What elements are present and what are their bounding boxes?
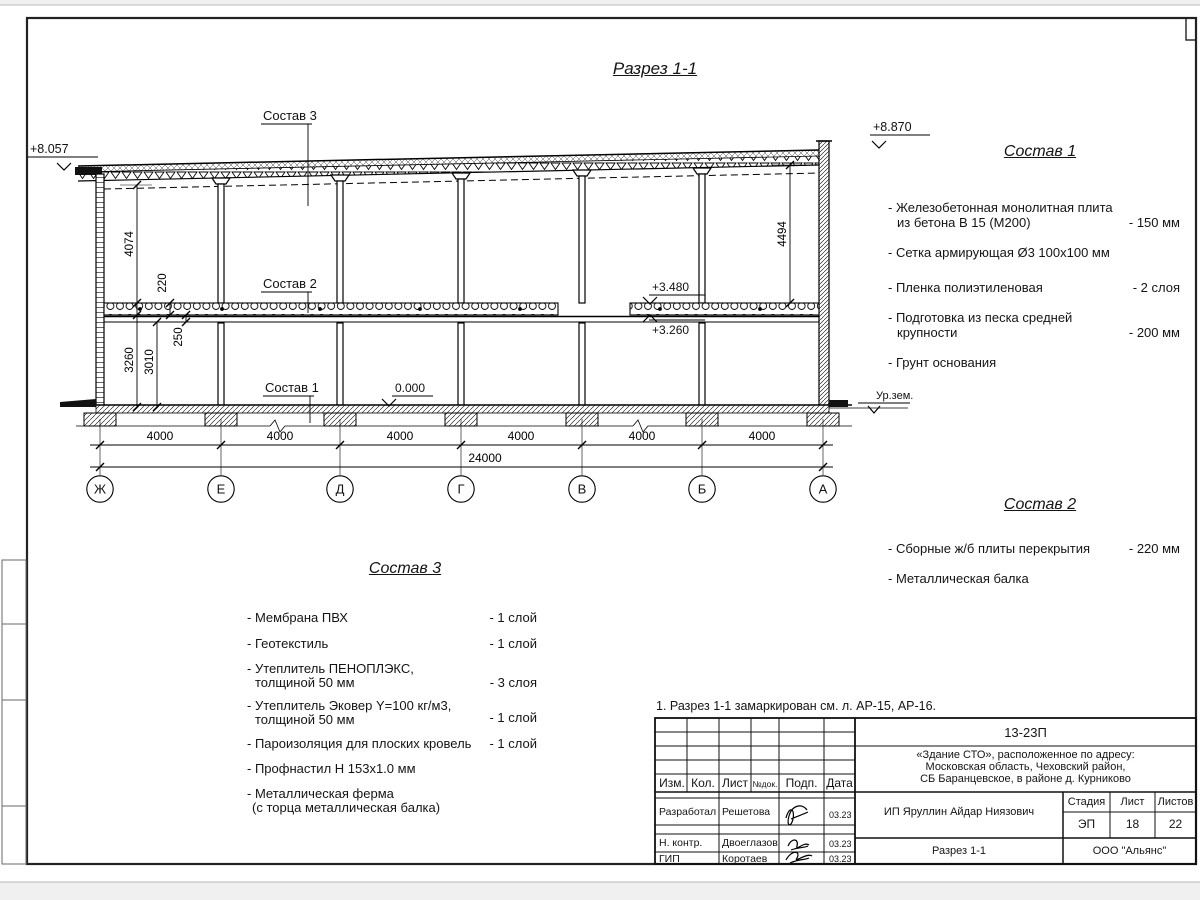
- stage-label: Стадия: [1067, 796, 1106, 808]
- sostav3-value: - 1 слой: [489, 736, 537, 751]
- signature-developer: [786, 806, 808, 825]
- stage-value: ЭП: [1077, 817, 1096, 831]
- dim-label: 4000: [748, 429, 776, 443]
- sostav1-item: - Сетка армирующая Ø3 100х100 мм: [888, 245, 1110, 260]
- dim-label: 4000: [628, 429, 656, 443]
- axis-letters: [94, 482, 828, 497]
- sostav2-item: - Металлическая балка: [888, 571, 1029, 586]
- dim-label: 4000: [146, 429, 174, 443]
- right-apron: [829, 400, 848, 407]
- sostav3-value: - 1 слой: [489, 710, 537, 725]
- signature-gip: [786, 852, 812, 863]
- dim-label: 4000: [507, 429, 535, 443]
- svg-text:А: А: [818, 481, 828, 497]
- dim-label: 3010: [144, 349, 156, 375]
- sostav3-item: - Геотекстиль: [247, 636, 329, 651]
- titleblock-col-izm: Изм.: [659, 776, 685, 790]
- svg-text:Б: Б: [697, 481, 707, 497]
- dim-label: 250: [173, 327, 185, 347]
- column-capital: [693, 168, 711, 174]
- dim-label: 4000: [386, 429, 414, 443]
- sostav3-item: - Пароизоляция для плоских кровель: [247, 736, 472, 751]
- elevation-ground: Ур.зем.: [876, 390, 914, 402]
- dim-label: 4074: [124, 231, 136, 257]
- sostav3-item: (с торца металлическая балка): [252, 800, 441, 815]
- sostav3-item: - Мембрана ПВХ: [247, 610, 348, 625]
- sostav1-item: крупности: [897, 325, 958, 340]
- titleblock-date: 03.23: [829, 839, 852, 849]
- doc-number: 13-23П: [1004, 725, 1047, 740]
- left-apron: [60, 399, 96, 407]
- leader-floor-label: Состав 1: [265, 380, 319, 395]
- titleblock-role: Н. контр.: [659, 837, 703, 849]
- titleblock-role: Разработал: [659, 806, 717, 818]
- sheets-value: 22: [1168, 817, 1183, 831]
- sostav3-item: - Утеплитель ПЕНОПЛЭКС,: [247, 661, 414, 676]
- titleblock-col-ndok: №док.: [752, 779, 778, 789]
- titleblock-date: 03.23: [829, 854, 852, 864]
- sostav3-heading: Состав 3: [368, 560, 442, 577]
- dim-label: 3260: [124, 347, 136, 373]
- titleblock-col-list: Лист: [721, 776, 749, 790]
- sostav1-value: - 2 слоя: [1132, 280, 1180, 295]
- sheets-label: Листов: [1157, 796, 1194, 808]
- dim-label-total: 24000: [468, 451, 502, 465]
- project-address: Московская область, Чеховский район,: [925, 761, 1126, 773]
- column-capital: [452, 173, 470, 179]
- client-name: ИП Яруллин Айдар Ниязович: [883, 806, 1035, 818]
- sostav3-value: - 1 слой: [489, 636, 537, 651]
- elevation-floor: 0.000: [395, 381, 426, 395]
- drawing-note: 1. Разрез 1-1 замаркирован см. л. АР-15, АР-16.: [656, 699, 937, 713]
- sostav3-value: - 3 слоя: [489, 675, 537, 690]
- svg-text:Ж: Ж: [93, 481, 107, 497]
- svg-text:Г: Г: [457, 481, 465, 497]
- page-title: Разрез 1-1: [612, 59, 698, 78]
- elevation-slab-top: +3.480: [652, 280, 690, 294]
- column-capital: [331, 175, 349, 181]
- leader-slab-label: Состав 2: [263, 276, 317, 291]
- signature-ncontrol: [788, 840, 809, 850]
- drawing-name: Разрез 1-1: [931, 845, 986, 857]
- sostav2-heading: Состав 2: [1003, 496, 1077, 513]
- titleblock-date: 03.23: [829, 810, 852, 820]
- titleblock-col-podp: Подп.: [785, 776, 818, 790]
- sheet-value: 18: [1125, 817, 1140, 831]
- sostav1-item: - Пленка полиэтиленовая: [888, 280, 1043, 295]
- column-capital: [573, 170, 591, 176]
- sostav3-item: - Профнастил Н 153х1.0 мм: [247, 761, 416, 776]
- elevation-slab-bottom: +3.260: [652, 323, 690, 337]
- sostav1-item: - Железобетонная монолитная плита: [888, 200, 1113, 215]
- sostav1-value: - 150 мм: [1128, 215, 1180, 230]
- leader-labels: [261, 108, 319, 423]
- sostav1-heading: Состав 1: [1003, 143, 1077, 160]
- ground: [60, 399, 908, 413]
- titleblock-name: Двоеглазов: [722, 837, 778, 849]
- dim-label: 220: [157, 273, 169, 293]
- dim-row-bays: [90, 429, 833, 449]
- titleblock-name: Коротаев: [722, 853, 768, 865]
- titleblock-name: Решетова: [722, 806, 771, 818]
- sostav2-value: - 220 мм: [1128, 541, 1180, 556]
- elevation-roof-left: +8.057: [30, 142, 69, 156]
- column-capital: [212, 178, 230, 184]
- sostav3-item: толщиной 50 мм: [255, 712, 355, 727]
- sostav1-item: - Подготовка из песка средней: [888, 310, 1073, 325]
- sostav3-item: - Утеплитель Эковер Y=100 кг/м3,: [247, 698, 452, 713]
- titleblock-col-kol: Кол.: [691, 776, 715, 790]
- foundation-pads: [84, 413, 839, 426]
- project-address: «Здание СТО», расположенное по адресу:: [916, 749, 1135, 761]
- titleblock-role: ГИП: [659, 853, 680, 865]
- sostav1-item: - Грунт основания: [888, 355, 997, 370]
- sostav3-item: толщиной 50 мм: [255, 675, 355, 690]
- sostav2-item: - Сборные ж/б плиты перекрытия: [888, 541, 1091, 556]
- sostav3-value: - 1 слой: [489, 610, 537, 625]
- sostav3-item: - Металлическая ферма: [247, 786, 394, 801]
- floor-slab: [104, 303, 819, 322]
- titleblock-col-data: Дата: [826, 776, 853, 790]
- dim-label: 4000: [266, 429, 294, 443]
- company-name: ООО "Альянс": [1092, 845, 1167, 857]
- leader-roof-label: Состав 3: [263, 108, 317, 123]
- dim-row-total: [90, 451, 833, 471]
- svg-text:Е: Е: [216, 481, 226, 497]
- side-stamp-boxes: [2, 560, 26, 864]
- sheet-label: Лист: [1120, 796, 1145, 808]
- project-address: СБ Баранцевское, в районе д. Курниково: [920, 773, 1131, 785]
- dim-label: 4494: [777, 221, 789, 247]
- sostav1-value: - 200 мм: [1128, 325, 1180, 340]
- svg-text:Д: Д: [335, 481, 345, 497]
- elevation-roof-right: +8.870: [873, 120, 912, 134]
- sostav1-item: из бетона В 15 (М200): [897, 215, 1031, 230]
- svg-text:В: В: [577, 481, 587, 497]
